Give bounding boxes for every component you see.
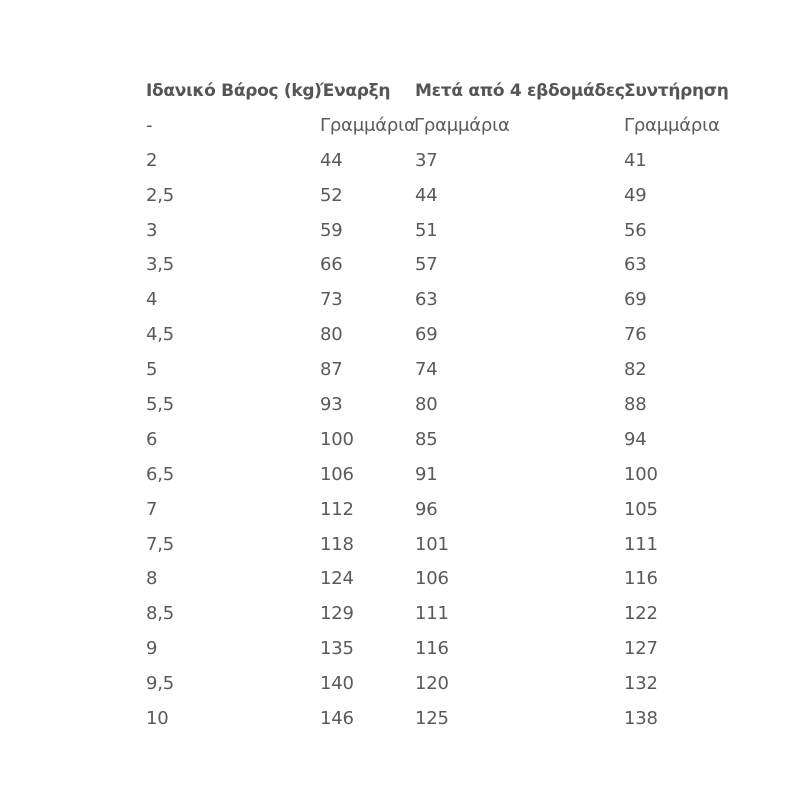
header-maintenance: Συντήρηση	[624, 81, 729, 101]
cell-weight: 10	[146, 708, 169, 730]
cell-maintenance: 82	[624, 359, 647, 381]
table-row	[146, 632, 726, 667]
cell-weight: 2,5	[146, 184, 175, 206]
cell-start: 106	[320, 463, 354, 485]
cell-maintenance: 116	[624, 568, 658, 590]
cell-after-4-weeks: 101	[415, 533, 449, 555]
cell-weight: 4	[146, 289, 158, 311]
cell-weight: 5,5	[146, 394, 175, 416]
cell-maintenance: 76	[624, 324, 647, 346]
cell-start: 129	[320, 603, 354, 625]
table-row	[146, 179, 726, 214]
cell-maintenance: 94	[624, 428, 647, 450]
cell-maintenance: 41	[624, 149, 647, 171]
cell-weight: 9	[146, 638, 158, 660]
cell-start: 93	[320, 394, 343, 416]
cell-weight: 5	[146, 359, 158, 381]
cell-start: 73	[320, 289, 343, 311]
cell-weight: 8	[146, 568, 158, 590]
cell-after-4-weeks: 51	[415, 219, 438, 241]
table-row	[146, 214, 726, 249]
table-row	[146, 388, 726, 423]
cell-maintenance: 56	[624, 219, 647, 241]
cell-weight: 3	[146, 219, 158, 241]
cell-weight: 7,5	[146, 533, 175, 555]
cell-after-4-weeks: 96	[415, 498, 438, 520]
table-row	[146, 702, 726, 737]
cell-start: 52	[320, 184, 343, 206]
cell-after-4-weeks: 85	[415, 428, 438, 450]
cell-weight: 7	[146, 498, 158, 520]
cell-after-4-weeks: 111	[415, 603, 449, 625]
unit-start: Γραμμάρια	[320, 114, 416, 136]
header-start: Έναρξη	[320, 81, 391, 101]
unit-after-4-weeks: Γραμμάρια	[414, 114, 510, 136]
cell-maintenance: 88	[624, 394, 647, 416]
cell-after-4-weeks: 74	[415, 359, 438, 381]
cell-after-4-weeks: 63	[415, 289, 438, 311]
cell-after-4-weeks: 57	[415, 254, 438, 276]
unit-maintenance: Γραμμάρια	[624, 114, 720, 136]
table-units-row	[146, 109, 726, 144]
table-header-row	[146, 74, 729, 109]
cell-start: 124	[320, 568, 354, 590]
table-row	[146, 423, 726, 458]
unit-weight: -	[146, 114, 153, 136]
cell-start: 100	[320, 428, 354, 450]
cell-after-4-weeks: 91	[415, 463, 438, 485]
header-after-4-weeks: Μετά από 4 εβδομάδες	[415, 81, 625, 101]
table-body	[146, 144, 726, 737]
table-row	[146, 597, 726, 632]
cell-maintenance: 100	[624, 463, 658, 485]
cell-start: 59	[320, 219, 343, 241]
cell-start: 135	[320, 638, 354, 660]
cell-weight: 8,5	[146, 603, 175, 625]
cell-start: 66	[320, 254, 343, 276]
table-row	[146, 248, 726, 283]
cell-after-4-weeks: 69	[415, 324, 438, 346]
cell-after-4-weeks: 106	[415, 568, 449, 590]
cell-after-4-weeks: 37	[415, 149, 438, 171]
table-row	[146, 283, 726, 318]
cell-weight: 6	[146, 428, 158, 450]
cell-maintenance: 127	[624, 638, 658, 660]
header-ideal-weight: Ιδανικό Βάρος (kg)	[146, 81, 322, 101]
cell-maintenance: 111	[624, 533, 658, 555]
cell-after-4-weeks: 44	[415, 184, 438, 206]
table-row	[146, 458, 726, 493]
cell-start: 118	[320, 533, 354, 555]
cell-weight: 9,5	[146, 673, 175, 695]
cell-start: 146	[320, 708, 354, 730]
cell-maintenance: 105	[624, 498, 658, 520]
feeding-table	[146, 74, 729, 737]
table-row	[146, 318, 726, 353]
table-row	[146, 144, 726, 179]
cell-start: 112	[320, 498, 354, 520]
table-row	[146, 667, 726, 702]
cell-maintenance: 138	[624, 708, 658, 730]
cell-start: 140	[320, 673, 354, 695]
cell-weight: 6,5	[146, 463, 175, 485]
table-row	[146, 353, 726, 388]
cell-start: 44	[320, 149, 343, 171]
table-row	[146, 528, 726, 563]
cell-start: 80	[320, 324, 343, 346]
cell-start: 87	[320, 359, 343, 381]
cell-weight: 2	[146, 149, 158, 171]
cell-maintenance: 63	[624, 254, 647, 276]
cell-weight: 4,5	[146, 324, 175, 346]
table-row	[146, 493, 726, 528]
cell-maintenance: 69	[624, 289, 647, 311]
cell-maintenance: 49	[624, 184, 647, 206]
cell-maintenance: 132	[624, 673, 658, 695]
cell-after-4-weeks: 116	[415, 638, 449, 660]
cell-after-4-weeks: 125	[415, 708, 449, 730]
cell-weight: 3,5	[146, 254, 175, 276]
cell-after-4-weeks: 120	[415, 673, 449, 695]
cell-after-4-weeks: 80	[415, 394, 438, 416]
table-row	[146, 562, 726, 597]
cell-maintenance: 122	[624, 603, 658, 625]
